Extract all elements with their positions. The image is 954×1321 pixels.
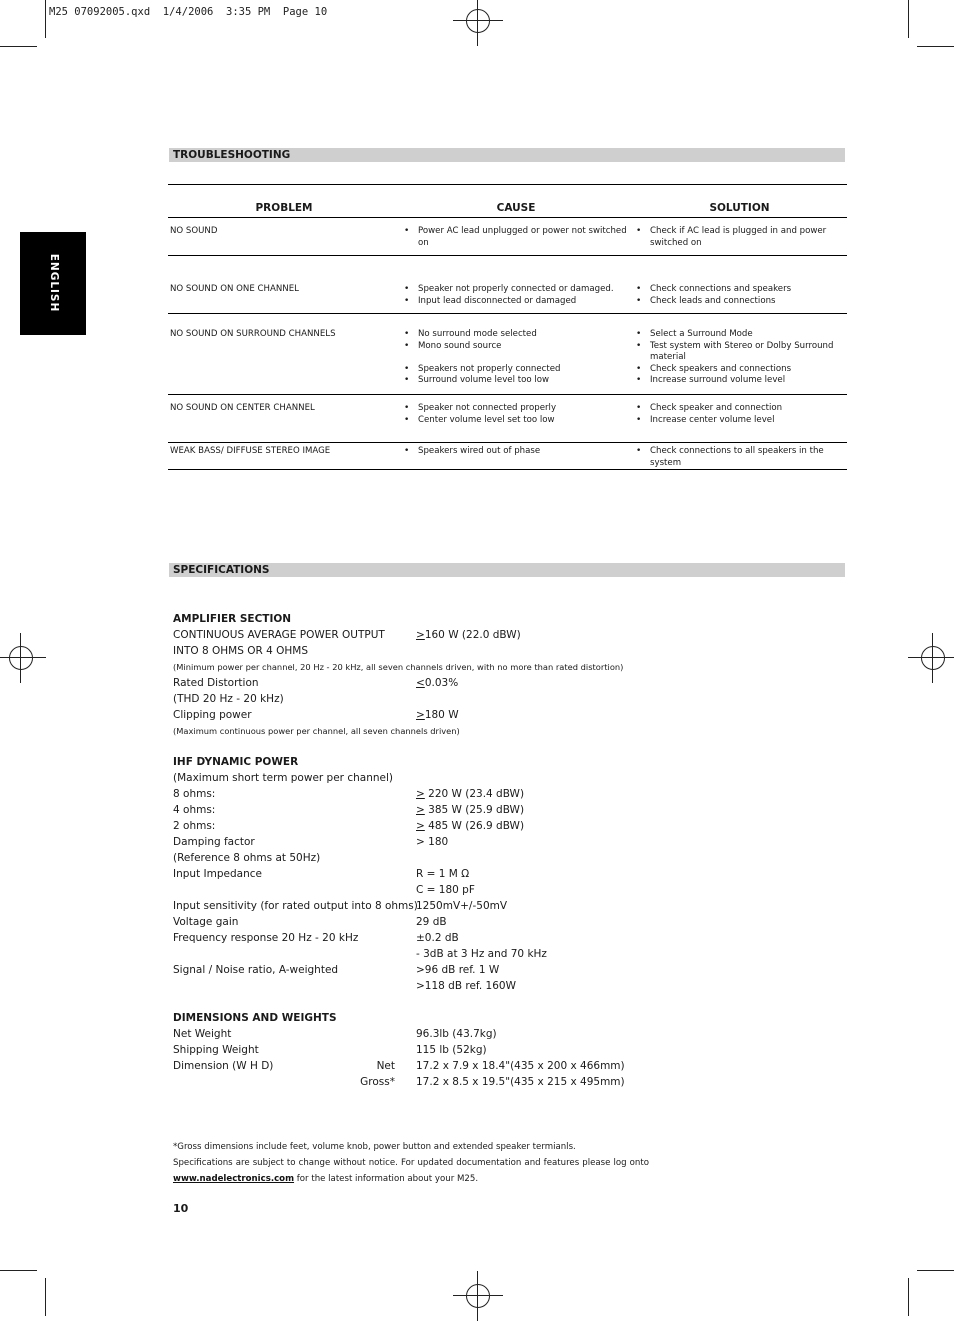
- spec-label: 4 ohms:: [173, 804, 216, 816]
- spec-value: >180 W: [416, 709, 459, 721]
- footnote: [173, 1139, 649, 1187]
- spec-label: 8 ohms:: [173, 788, 216, 800]
- spec-label: Voltage gain: [173, 916, 239, 928]
- solution-item: • Test system with Stereo or Dolby Surround material: [634, 341, 845, 364]
- spec-value: C = 180 pF: [416, 884, 475, 896]
- spec-value: 1250mV+/-50mV: [416, 900, 508, 912]
- spec-row: [173, 786, 873, 802]
- solution-item: • Check connections to all speakers in the system: [634, 446, 845, 469]
- language-tab-label: ENGLISH: [48, 253, 60, 313]
- spec-note: (Maximum continuous power per channel, all seven channels driven): [173, 726, 460, 736]
- registration-mark-icon: [918, 643, 948, 673]
- cause-item: • Speakers wired out of phase: [402, 446, 630, 458]
- problem-cell: NO SOUND ON CENTER CHANNEL: [170, 403, 315, 413]
- crop-mark: [908, 1278, 909, 1316]
- problem-cell: NO SOUND ON ONE CHANNEL: [170, 284, 299, 294]
- crop-mark: [908, 0, 909, 38]
- problem-cell: WEAK BASS/ DIFFUSE STEREO IMAGE: [170, 446, 331, 456]
- spec-label: Rated Distortion: [173, 677, 259, 689]
- spec-label: Damping factor: [173, 836, 255, 848]
- spec-value: >96 dB ref. 1 W: [416, 964, 500, 976]
- spec-label: Input sensitivity (for rated output into 8 ohms): [173, 900, 418, 912]
- cause-item: • Center volume level set too low: [402, 415, 630, 427]
- spec-row: [173, 1058, 873, 1074]
- spec-row: [173, 866, 873, 882]
- spec-row: [173, 882, 873, 898]
- crop-mark: [0, 1270, 37, 1271]
- spec-row: [173, 707, 873, 723]
- ihf-dynamic-power-heading: IHF DYNAMIC POWER: [173, 756, 299, 768]
- solution-cell: [632, 314, 847, 395]
- table-row: [168, 395, 847, 443]
- spec-value: - 3dB at 3 Hz and 70 kHz: [416, 948, 547, 960]
- footnote-gross: *Gross dimensions include feet, volume knob, power button and extended speaker termianls.: [173, 1142, 576, 1152]
- cause-cell: [400, 314, 632, 395]
- crop-mark: [0, 46, 37, 47]
- troubleshooting-heading: TROUBLESHOOTING: [169, 148, 845, 162]
- spec-row: [173, 914, 873, 930]
- table-row: [168, 256, 847, 314]
- solution-item: • Check speakers and connections: [634, 364, 845, 376]
- print-slug: M25 07092005.qxd 1/4/2006 3:35 PM Page 10: [49, 6, 328, 18]
- amplifier-section-heading: AMPLIFIER SECTION: [173, 613, 292, 625]
- solution-item: • Select a Surround Mode: [634, 329, 845, 341]
- solution-item: • Increase center volume level: [634, 415, 845, 427]
- footnote-spec-notice: Specifications are subject to change without notice. For updated documentation and features please log onto: [173, 1158, 649, 1168]
- dimensions-weights-heading: DIMENSIONS AND WEIGHTS: [173, 1012, 337, 1024]
- spec-label: INTO 8 OHMS OR 4 OHMS: [173, 645, 309, 657]
- spec-row: [173, 643, 873, 659]
- cause-cell: [400, 395, 632, 443]
- spec-value: 29 dB: [416, 916, 447, 928]
- spec-value: >160 W (22.0 dBW): [416, 629, 521, 641]
- spec-row: [173, 627, 873, 643]
- solution-cell: [632, 256, 847, 314]
- table-row: [168, 314, 847, 395]
- spec-row: [173, 898, 873, 914]
- spec-note: (Reference 8 ohms at 50Hz): [173, 852, 321, 864]
- registration-mark-icon: [463, 6, 493, 36]
- spec-row: [173, 1042, 873, 1058]
- spec-sublabel: Net: [376, 1060, 395, 1072]
- crop-mark: [917, 46, 954, 47]
- registration-mark-icon: [6, 643, 36, 673]
- cause-item: • Surround volume level too low: [402, 375, 630, 387]
- crop-mark: [917, 1270, 954, 1271]
- cause-item: • Speaker not properly connected or damaged.: [402, 284, 630, 296]
- solution-item: • Increase surround volume level: [634, 375, 845, 387]
- spec-label: CONTINUOUS AVERAGE POWER OUTPUT: [173, 629, 385, 641]
- spec-value: 96.3lb (43.7kg): [416, 1028, 497, 1040]
- spec-row: [173, 1074, 873, 1090]
- spec-value: >118 dB ref. 160W: [416, 980, 516, 992]
- spec-value: 17.2 x 8.5 x 19.5"(435 x 215 x 495mm): [416, 1076, 625, 1088]
- language-tab: [20, 232, 86, 335]
- spec-value: ±0.2 dB: [416, 932, 459, 944]
- specifications-body: [173, 611, 873, 1090]
- cause-cell: [400, 256, 632, 314]
- spec-label: (THD 20 Hz - 20 kHz): [173, 693, 284, 705]
- footnote-link-line: www.nadelectronics.com for the latest information about your M25.: [173, 1174, 479, 1184]
- column-header-solution: SOLUTION: [709, 202, 770, 214]
- cause-cell: [400, 218, 632, 256]
- spec-row: [173, 691, 873, 707]
- cause-item: • No surround mode selected: [402, 329, 630, 341]
- crop-mark: [45, 0, 46, 38]
- spec-row: [173, 1026, 873, 1042]
- spec-value: > 385 W (25.9 dBW): [416, 804, 525, 816]
- spec-row: [173, 946, 873, 962]
- website-link[interactable]: www.nadelectronics.com: [173, 1174, 295, 1184]
- spec-label: Signal / Noise ratio, A-weighted: [173, 964, 339, 976]
- cause-item: • Input lead disconnected or damaged: [402, 296, 630, 308]
- spec-value: > 485 W (26.9 dBW): [416, 820, 525, 832]
- spec-value: 17.2 x 7.9 x 18.4"(435 x 200 x 466mm): [416, 1060, 625, 1072]
- solution-item: • Check speaker and connection: [634, 403, 845, 415]
- cause-cell: [400, 443, 632, 470]
- solution-item: • Check connections and speakers: [634, 284, 845, 296]
- specifications-heading: SPECIFICATIONS: [169, 563, 845, 577]
- solution-item: • Check leads and connections: [634, 296, 845, 308]
- spec-sublabel: Gross*: [360, 1076, 395, 1088]
- spec-label: Clipping power: [173, 709, 252, 721]
- spec-label: Input Impedance: [173, 868, 262, 880]
- cause-item: • Mono sound source: [402, 341, 630, 353]
- solution-item: • Check if AC lead is plugged in and power switched on: [634, 226, 845, 249]
- spec-label: Net Weight: [173, 1028, 232, 1040]
- spec-row: [173, 802, 873, 818]
- problem-cell: NO SOUND: [170, 226, 218, 236]
- spec-row: [173, 675, 873, 691]
- spec-row: [173, 834, 873, 850]
- crop-mark: [45, 1278, 46, 1316]
- troubleshooting-table: [168, 184, 847, 470]
- spec-row: [173, 818, 873, 834]
- table-row: [168, 218, 847, 256]
- registration-mark-icon: [463, 1281, 493, 1311]
- solution-cell: [632, 218, 847, 256]
- cause-item: • Speaker not connected properly: [402, 403, 630, 415]
- solution-cell: [632, 443, 847, 470]
- spec-label: Frequency response 20 Hz - 20 kHz: [173, 932, 359, 944]
- solution-cell: [632, 395, 847, 443]
- spec-label: 2 ohms:: [173, 820, 216, 832]
- table-header-row: [168, 185, 847, 218]
- spec-value: 115 lb (52kg): [416, 1044, 487, 1056]
- table-row: [168, 443, 847, 470]
- cause-item: • Power AC lead unplugged or power not switched on: [402, 226, 630, 249]
- spec-value: <0.03%: [416, 677, 459, 689]
- spec-row: [173, 962, 873, 978]
- spec-row: [173, 930, 873, 946]
- spec-label: Dimension (W H D): [173, 1060, 274, 1072]
- column-header-problem: PROBLEM: [255, 202, 313, 214]
- spec-value: R = 1 M Ω: [416, 868, 470, 880]
- cause-item: • Speakers not properly connected: [402, 364, 630, 376]
- column-header-cause: CAUSE: [496, 202, 536, 214]
- page-number: 10: [173, 1202, 189, 1215]
- spec-label: Shipping Weight: [173, 1044, 259, 1056]
- spec-note: (Minimum power per channel, 20 Hz - 20 kHz, all seven channels driven, with no more than rated distortion): [173, 662, 624, 672]
- spec-value: > 180: [416, 836, 449, 848]
- spec-note: (Maximum short term power per channel): [173, 772, 393, 784]
- spec-value: > 220 W (23.4 dBW): [416, 788, 525, 800]
- spec-row: [173, 978, 873, 994]
- problem-cell: NO SOUND ON SURROUND CHANNELS: [170, 329, 336, 339]
